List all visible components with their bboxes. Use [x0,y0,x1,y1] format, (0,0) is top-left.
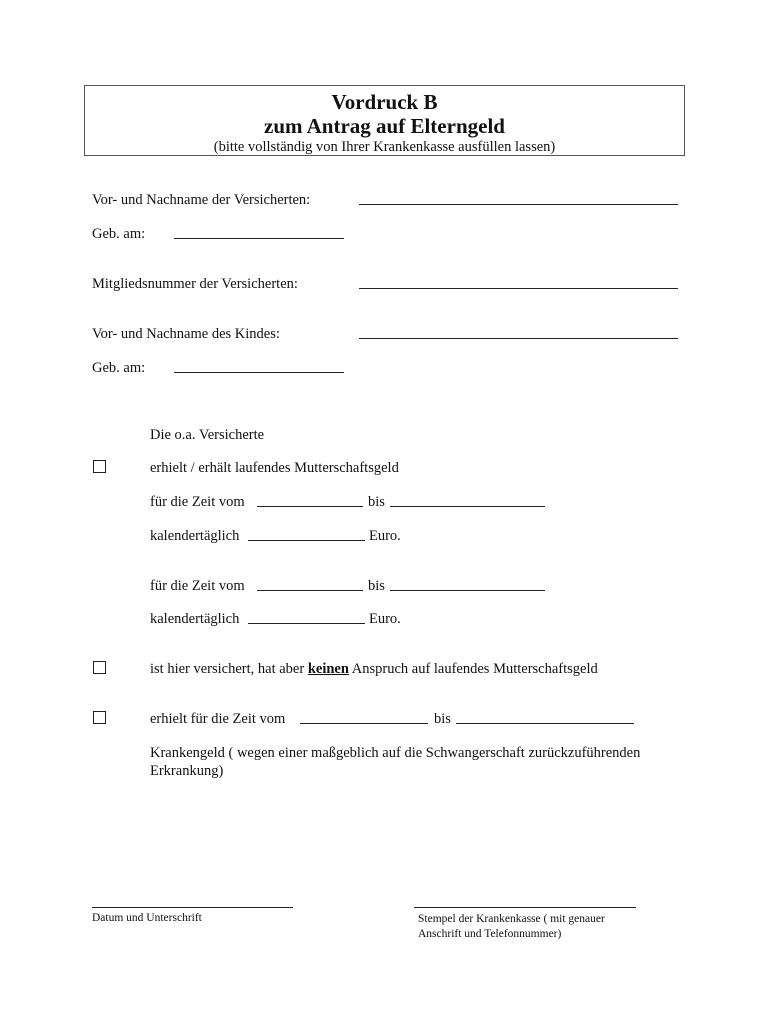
insured-name-label: Vor- und Nachname der Versicherten: [92,192,311,208]
member-number-label: Mitgliedsnummer der Versicherten: [92,276,298,292]
form-header-box [84,85,685,156]
option2-text-before: ist hier versichert, hat aber [150,661,305,677]
option3-from-field[interactable] [300,723,428,724]
option2-checkbox[interactable] [93,661,106,674]
insured-dob-label: Geb. am: [92,226,146,242]
period2-to-field[interactable] [390,590,545,591]
option1-text: erhielt / erhält laufendes Mutterschaftsgeld [150,460,399,476]
insured-name-field[interactable] [359,204,678,205]
option3-line2: Erkrankung) [150,763,224,779]
form-title: Vordruck B [331,90,438,114]
option3-checkbox[interactable] [93,711,106,724]
option3-line1: Krankengeld ( wegen einer maßgeblich auf die Schwangerschaft zurückzuführenden [150,745,641,761]
daily2-label: kalendertäglich [150,611,240,627]
date-signature-line[interactable] [92,907,293,908]
option3-to-field[interactable] [456,723,634,724]
child-dob-field[interactable] [174,372,344,373]
child-name-label: Vor- und Nachname des Kindes: [92,326,280,342]
period2-from-label: für die Zeit vom [150,578,245,594]
option3-period-label: erhielt für die Zeit vom [150,711,286,727]
stamp-label-line1: Stempel der Krankenkasse ( mit genauer [418,913,605,925]
period2-to-label: bis [368,578,385,594]
daily2-currency: Euro. [369,611,401,627]
period1-to-label: bis [368,494,385,510]
option3-to-label: bis [434,711,451,727]
daily1-amount-field[interactable] [248,540,365,541]
date-signature-label: Datum und Unterschrift [92,912,202,924]
insured-dob-field[interactable] [174,238,344,239]
member-number-field[interactable] [359,288,678,289]
period1-from-label: für die Zeit vom [150,494,245,510]
form-note: (bitte vollständig von Ihrer Krankenkasse ausfüllen lassen) [213,139,556,155]
period1-from-field[interactable] [257,506,363,507]
daily1-currency: Euro. [369,528,401,544]
option2-emphasis: keinen [307,661,349,677]
period2-from-field[interactable] [257,590,363,591]
child-name-field[interactable] [359,338,678,339]
option1-checkbox[interactable] [93,460,106,473]
option2-text-after: Anspruch auf laufendes Mutterschaftsgeld [351,661,598,677]
daily1-label: kalendertäglich [150,528,240,544]
stamp-line[interactable] [414,907,636,908]
form-subtitle: zum Antrag auf Elterngeld [264,114,505,138]
stamp-label-line2: Anschrift und Telefonnummer) [418,928,562,940]
period1-to-field[interactable] [390,506,545,507]
option2-text [150,660,598,678]
child-dob-label: Geb. am: [92,360,146,376]
intro-text: Die o.a. Versicherte [150,427,265,443]
daily2-amount-field[interactable] [248,623,365,624]
